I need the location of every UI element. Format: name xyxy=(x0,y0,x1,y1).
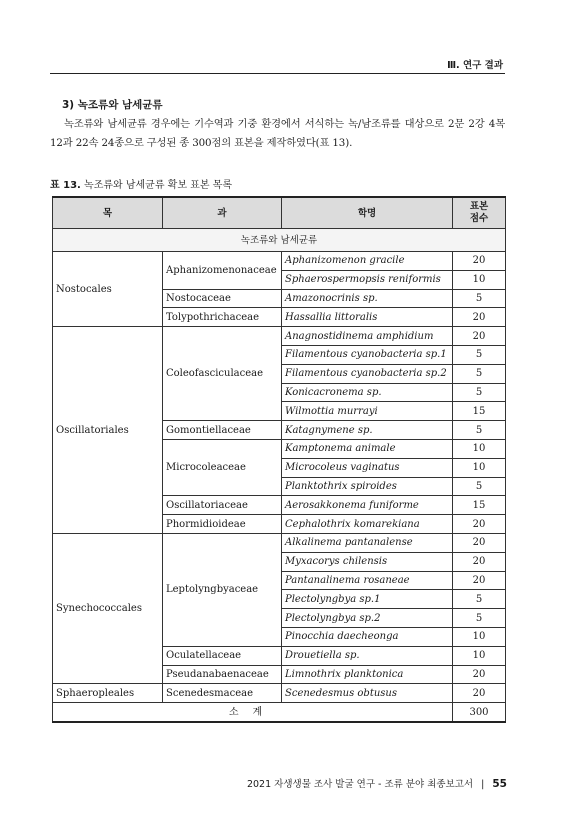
count-cell: 20 xyxy=(453,684,506,703)
species-cell: Drouetiella sp. xyxy=(282,646,453,665)
table-header-row xyxy=(53,197,506,229)
count-cell: 20 xyxy=(453,552,506,571)
header-order: 목 xyxy=(53,197,163,229)
species-cell: Hassallia littoralis xyxy=(282,308,453,327)
family-cell: Tolypothrichaceae xyxy=(163,308,282,327)
species-cell: Cephalothrix komarekiana xyxy=(282,515,453,534)
table-caption-text: 녹조류와 남세균류 확보 표본 목록 xyxy=(84,180,233,191)
table-caption-number: 표 13. xyxy=(50,180,81,191)
count-cell: 5 xyxy=(453,345,506,364)
total-label: 소계 xyxy=(53,703,453,722)
header-specimen-count: 표본 점수 xyxy=(453,197,506,229)
section-heading: 3) 녹조류와 남세균류 xyxy=(62,99,163,111)
section-header-label: Ⅲ. 연구 결과 xyxy=(447,60,503,71)
count-cell: 20 xyxy=(453,327,506,346)
species-cell: Kamptonema animale xyxy=(282,439,453,458)
count-cell: 5 xyxy=(453,421,506,440)
species-cell: Myxacorys chilensis xyxy=(282,552,453,571)
count-cell: 20 xyxy=(453,533,506,552)
count-cell: 10 xyxy=(453,646,506,665)
count-cell: 10 xyxy=(453,439,506,458)
species-cell: Alkalinema pantanalense xyxy=(282,533,453,552)
footer-report-title: 2021 자생생물 조사 발굴 연구 - 조류 분야 최종보고서 xyxy=(246,779,474,790)
family-cell: Microcoleaceae xyxy=(163,439,282,495)
total-row xyxy=(53,703,506,722)
family-cell: Scenedesmaceae xyxy=(163,684,282,703)
count-cell: 10 xyxy=(453,270,506,289)
family-cell: Oscillatoriaceae xyxy=(163,496,282,515)
specimen-table xyxy=(52,196,506,723)
count-cell: 20 xyxy=(453,252,506,271)
species-cell: Plectolyngbya sp.1 xyxy=(282,590,453,609)
count-cell: 5 xyxy=(453,383,506,402)
species-cell: Filamentous cyanobacteria sp.2 xyxy=(282,364,453,383)
family-cell: Coleofasciculaceae xyxy=(163,327,282,421)
family-cell: Aphanizomenonaceae xyxy=(163,252,282,290)
species-cell: Sphaerospermopsis reniformis xyxy=(282,270,453,289)
count-cell: 5 xyxy=(453,609,506,628)
species-cell: Scenedesmus obtusus xyxy=(282,684,453,703)
family-cell: Leptolyngbyaceae xyxy=(163,533,282,646)
count-cell: 5 xyxy=(453,289,506,308)
page-footer xyxy=(247,776,507,790)
count-cell: 5 xyxy=(453,364,506,383)
table-row xyxy=(53,533,506,552)
table-body xyxy=(53,229,506,703)
count-cell: 20 xyxy=(453,665,506,684)
species-cell: Plectolyngbya sp.2 xyxy=(282,609,453,628)
order-cell: Synechococcales xyxy=(53,533,163,683)
species-cell: Microcoleus vaginatus xyxy=(282,458,453,477)
count-cell: 5 xyxy=(453,590,506,609)
table-row xyxy=(53,327,506,346)
count-cell: 20 xyxy=(453,571,506,590)
body-paragraph: 녹조류와 남세균류 경우에는 기수역과 기중 환경에서 서식하는 녹/남조류를 대상으로 2문 2강 4목 12과 22속 24종으로 구성된 종 300점의 표본을 제작하였다(표 13). xyxy=(50,118,505,149)
count-cell: 15 xyxy=(453,402,506,421)
species-cell: Konicacronema sp. xyxy=(282,383,453,402)
group-label: 녹조류와 남세균류 xyxy=(53,229,506,252)
family-cell: Oculatellaceae xyxy=(163,646,282,665)
count-cell: 20 xyxy=(453,308,506,327)
species-cell: Wilmottia murrayi xyxy=(282,402,453,421)
species-cell: Katagnymene sp. xyxy=(282,421,453,440)
species-cell: Pantanalinema rosaneae xyxy=(282,571,453,590)
count-cell: 5 xyxy=(453,477,506,496)
header-rule xyxy=(50,73,505,74)
count-cell: 10 xyxy=(453,458,506,477)
header-family: 과 xyxy=(163,197,282,229)
page-number: 55 xyxy=(492,778,507,790)
order-cell: Nostocales xyxy=(53,252,163,327)
species-cell: Planktothrix spiroides xyxy=(282,477,453,496)
total-value: 300 xyxy=(453,703,506,722)
species-cell: Aphanizomenon gracile xyxy=(282,252,453,271)
table-row xyxy=(53,684,506,703)
species-cell: Limnothrix planktonica xyxy=(282,665,453,684)
group-row xyxy=(53,229,506,252)
family-cell: Pseudanabaenaceae xyxy=(163,665,282,684)
count-cell: 20 xyxy=(453,515,506,534)
count-cell: 10 xyxy=(453,627,506,646)
header-scientific-name: 학명 xyxy=(282,197,453,229)
species-cell: Pinocchia daecheonga xyxy=(282,627,453,646)
family-cell: Gomontiellaceae xyxy=(163,421,282,440)
table-row xyxy=(53,252,506,271)
count-cell: 15 xyxy=(453,496,506,515)
footer-separator: | xyxy=(481,779,485,790)
order-cell: Sphaeropleales xyxy=(53,684,163,703)
table-caption xyxy=(50,176,232,191)
species-cell: Amazonocrinis sp. xyxy=(282,289,453,308)
species-cell: Filamentous cyanobacteria sp.1 xyxy=(282,345,453,364)
order-cell: Oscillatoriales xyxy=(53,327,163,534)
species-cell: Aerosakkonema funiforme xyxy=(282,496,453,515)
species-cell: Anagnostidinema amphidium xyxy=(282,327,453,346)
family-cell: Phormidioideae xyxy=(163,515,282,534)
family-cell: Nostocaceae xyxy=(163,289,282,308)
